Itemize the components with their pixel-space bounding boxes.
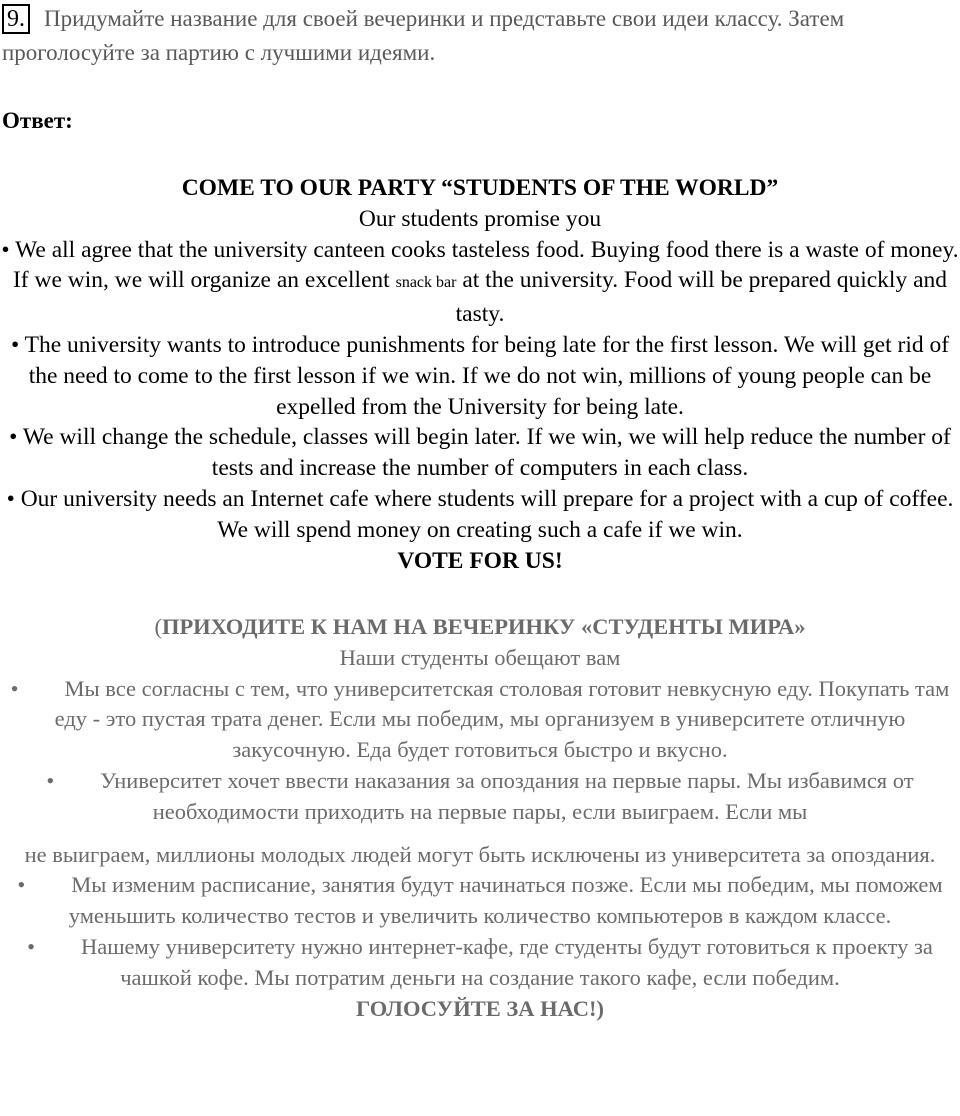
russian-translation (0, 612, 960, 1024)
russian-bullet-1-symbol: • (10, 675, 19, 701)
answer-label: Ответ: (2, 108, 73, 133)
russian-title-text: ПРИХОДИТЕ К НАМ НА ВЕЧЕРИНКУ «СТУДЕНТЫ МИРА» (161, 614, 806, 639)
english-title: COME TO OUR PARTY “STUDENTS OF THE WORLD” (181, 175, 779, 201)
russian-open-paren: ( (154, 614, 162, 639)
russian-bullet-1-text: Мы все согласны с тем, что университетская столовая готовит невкусную еду. Покупать там еду - это пустая трата денег. Если мы победим, мы организуем в университете отличную закусочную. Еда будет готовиться быстро и вкусно. (54, 675, 950, 763)
russian-title (0, 612, 960, 643)
english-answer (0, 173, 960, 576)
task-instruction-text: Придумайте название для своей вечеринки и представьте свои идеи классу. Затем проголосуйте за партию с лучшими идеями. (2, 6, 845, 65)
russian-bullet-3 (0, 870, 960, 932)
english-bullet-2: • The university wants to introduce punishments for being late for the first lesson. We will get rid of the need to come to the first lesson if we win. If we do not win, millions of young people can be expelled from the University for being late. (10, 331, 950, 420)
russian-bullet-2-text-a: Университет хочет ввести наказания за опоздания на первые пары. Мы избавимся от необходимости приходить на первые пары, если выиграем. Если мы (100, 767, 914, 824)
russian-bullet-3-symbol: • (17, 872, 26, 898)
english-bullet-1 (0, 235, 960, 330)
russian-bullet-2 (0, 766, 960, 828)
english-bullet-1-snack-bar: snack bar (395, 274, 457, 292)
russian-bullet-4-text: Нашему университету нужно интернет-кафе, где студенты будут готовиться к проекту за чашкой кофе. Мы потратим деньги на создание такого кафе, если победим. (80, 933, 933, 990)
english-bullet-3: • We will change the schedule, classes will begin later. If we win, we will help reduce the number of tests and increase the number of computers in each class. (9, 424, 951, 482)
russian-bullet-1 (0, 674, 960, 766)
task-number-box: 9. (2, 4, 30, 34)
english-vote-call: VOTE FOR US! (397, 547, 563, 574)
russian-subtitle: Наши студенты обещают вам (339, 644, 621, 670)
task-instruction-block (2, 2, 942, 70)
russian-bullet-2-symbol: • (46, 767, 55, 793)
russian-bullet-4 (0, 932, 960, 994)
english-bullet-4: • Our university needs an Internet cafe where students will prepare for a project with a cup of coffee. We will spend money on creating such a cafe if we win. (6, 485, 954, 543)
english-subtitle: Our students promise you (358, 205, 602, 232)
english-bullet-1-part-a: • We all agree that the university canteen cooks tasteless food. Buying food there is a waste of money. If we win, we will organize an excellent (1, 236, 959, 294)
english-bullet-1-part-b: at the university. Food will be prepared quickly and tasty. (455, 267, 948, 328)
russian-bullet-2-continued: не выиграем, миллионы молодых людей могут быть исключены из университета за опоздания. (24, 841, 936, 867)
russian-vote-call: ГОЛОСУЙТЕ ЗА НАС!) (356, 995, 604, 1021)
russian-bullet-3-text: Мы изменим расписание, занятия будут начинаться позже. Если мы победим, мы поможем уменьшить количество тестов и увеличить количество компьютеров в каждом классе. (68, 872, 943, 929)
russian-bullet-4-symbol: • (27, 933, 35, 959)
